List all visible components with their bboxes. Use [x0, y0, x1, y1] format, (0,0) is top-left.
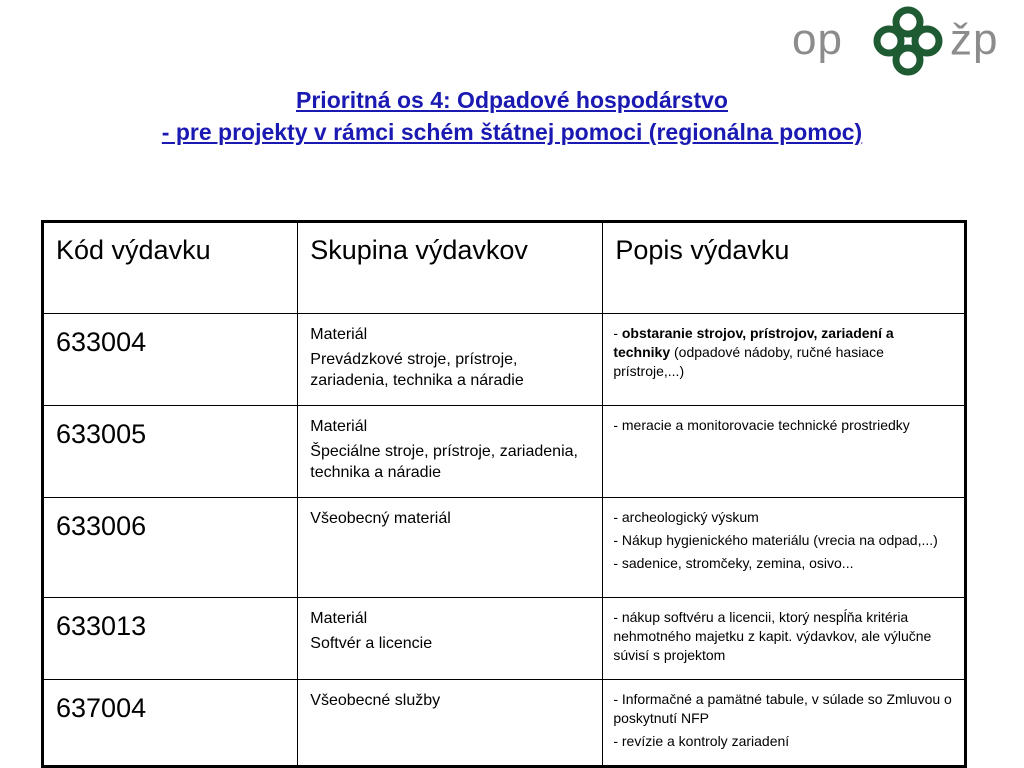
table-row — [43, 598, 966, 680]
title-line-1: Prioritná os 4: Odpadové hospodárstvo — [296, 87, 728, 113]
expense-group — [298, 314, 603, 406]
expense-group — [298, 598, 603, 680]
group-line: Prevádzkové stroje, prístroje, zariadenia, technika a náradie — [310, 351, 524, 389]
slide-title — [0, 84, 1024, 148]
expense-description — [603, 314, 966, 406]
group-line: Všeobecné služby — [310, 692, 441, 709]
description-line: - meracie a monitorovacie technické prostriedky — [613, 417, 910, 433]
table-row — [43, 406, 966, 498]
table-header-row — [43, 222, 966, 314]
expense-group — [298, 406, 603, 498]
description-prefix: - — [613, 325, 622, 341]
op-zp-logo — [790, 4, 1012, 78]
header-expense-group: Skupina výdavkov — [298, 222, 603, 314]
group-line: Špeciálne stroje, prístroje, zariadenia, technika a náradie — [310, 443, 578, 481]
table-row — [43, 498, 966, 598]
expense-group — [298, 680, 603, 767]
description-line: - Nákup hygienického materiálu (vrecia na odpad,...) — [613, 532, 938, 548]
title-line-2: - pre projekty v rámci schém štátnej pomoci (regionálna pomoc) — [161, 119, 863, 145]
group-line: Materiál — [310, 418, 368, 435]
expense-description — [603, 498, 966, 598]
expense-code: 637004 — [43, 680, 298, 767]
header-expense-code: Kód výdavku — [43, 222, 298, 314]
table-row — [43, 314, 966, 406]
expense-description — [603, 598, 966, 680]
description-line: - archeologický výskum — [613, 509, 759, 525]
description-line: - nákup softvéru a licencii, ktorý nespĺňa kritéria nehmotného majetku z kapit. výdavkov, ale výlučne súvisí s projektom — [613, 609, 932, 663]
logo-text-zp: žp — [950, 15, 999, 64]
description-rest-text: (odpadové nádoby, ručné hasiace prístroje,...) — [613, 344, 884, 379]
table-row — [43, 680, 966, 767]
expense-table — [41, 220, 967, 768]
expense-group — [298, 498, 603, 598]
description-line: - sadenice, stromčeky, zemina, osivo... — [613, 555, 854, 571]
group-line: Softvér a licencie — [310, 635, 433, 652]
expense-description — [603, 680, 966, 767]
clover-logo-icon — [872, 4, 944, 78]
group-line: Materiál — [310, 610, 368, 627]
group-line: Všeobecný materiál — [310, 510, 451, 527]
description-line — [613, 324, 954, 381]
logo-text-op: op — [792, 15, 843, 64]
expense-code: 633004 — [43, 314, 298, 406]
expense-code: 633006 — [43, 498, 298, 598]
group-line: Materiál — [310, 326, 368, 343]
expense-description — [603, 406, 966, 498]
description-line: - revízie a kontroly zariadení — [613, 733, 790, 749]
description-line: - Informačné a pamätné tabule, v súlade so Zmluvou o poskytnutí NFP — [613, 691, 952, 726]
expense-code: 633005 — [43, 406, 298, 498]
description-bold-text: obstaranie strojov, prístrojov, zariadení a techniky — [613, 325, 894, 360]
header-expense-description: Popis výdavku — [603, 222, 966, 314]
expense-code: 633013 — [43, 598, 298, 680]
